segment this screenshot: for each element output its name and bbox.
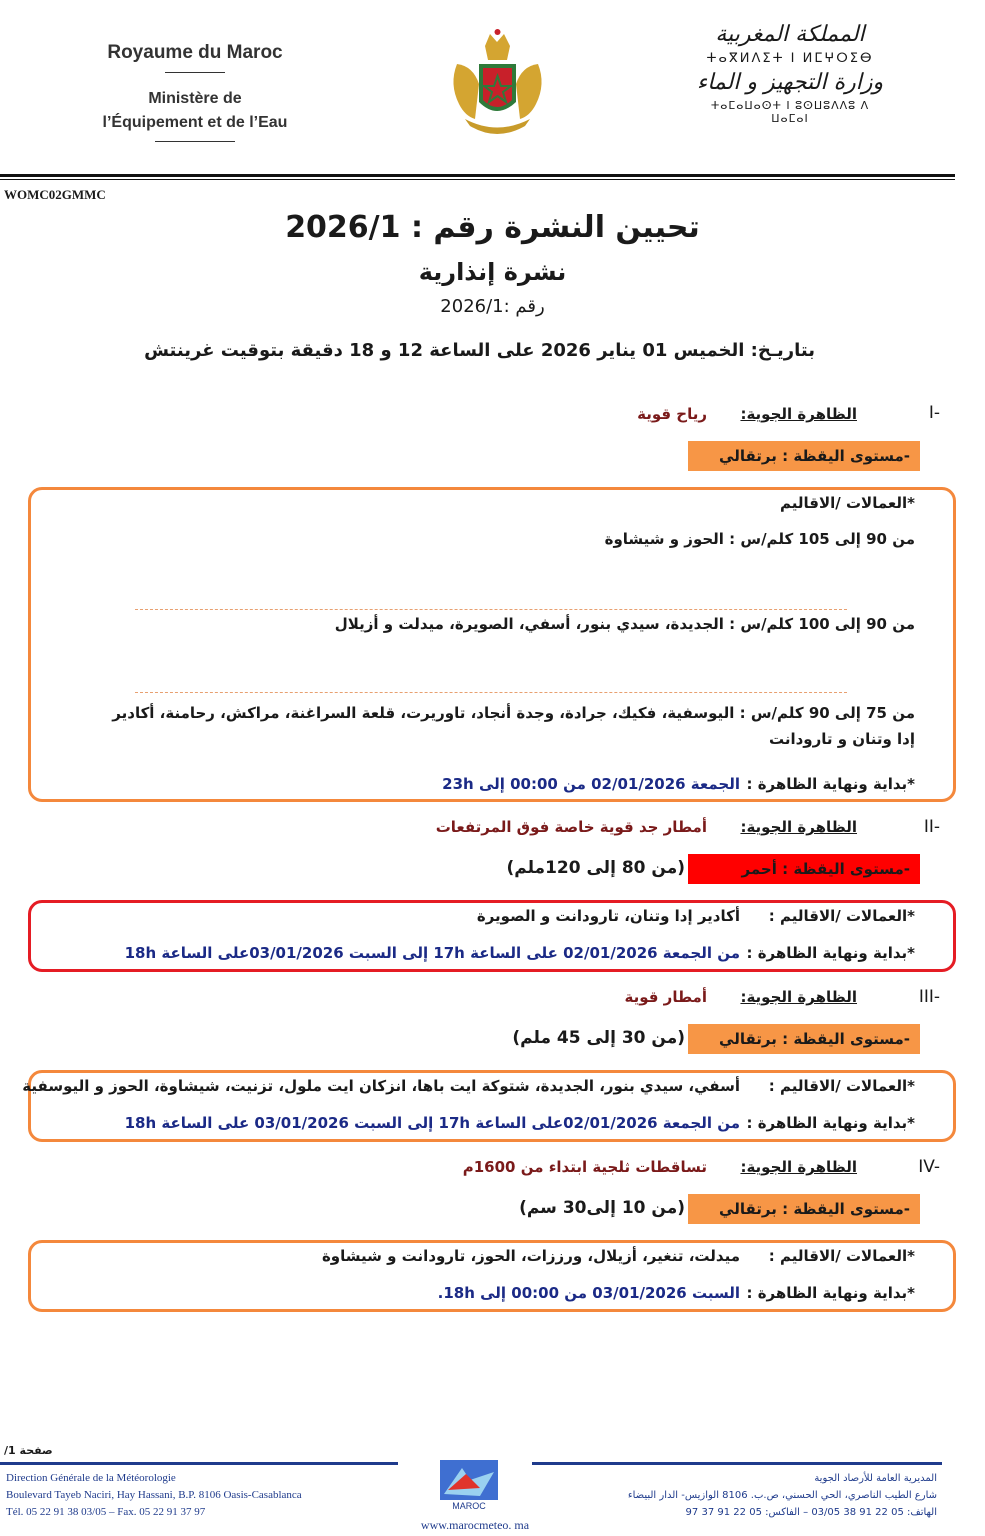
document-code: WOMC02GMMC — [4, 187, 106, 202]
period-value: من الجمعة 02/01/2026 على الساعة 17h إلى السبت 03/01/2026على الساعة 18h — [124, 944, 740, 962]
period-value: الجمعة 02/01/2026 من 00:00 إلى 23h — [442, 775, 740, 793]
provinces-label: *العمالات /الاقاليم : — [768, 1077, 915, 1095]
alert-level-badge — [688, 854, 920, 884]
header-right — [695, 22, 885, 129]
section-numeral: I- — [928, 403, 940, 423]
phenomenon-label: الظاهرة الجوية: — [740, 1158, 857, 1176]
alert-level-badge — [688, 1194, 920, 1224]
alert-level-badge — [688, 1024, 920, 1054]
section-numeral: III- — [918, 987, 940, 1007]
ministry-name-ar: وزارة التجهيز و الماء — [696, 70, 884, 95]
phenomenon-value: رياح قوية — [637, 405, 707, 423]
footer-address-fr — [6, 1470, 302, 1521]
footer-rule-right — [532, 1462, 942, 1465]
footer-phone-fr: Tél. 05 22 91 38 03/05 – Fax. 05 22 91 37 97 — [6, 1506, 206, 1518]
phenomenon-value: أمطار قوية — [624, 988, 707, 1006]
provinces-value: أكادير إدا وتنان، تارودانت و الصويرة — [476, 907, 740, 925]
logo-text: MAROC — [452, 1501, 486, 1511]
zone-line: من 75 إلى 90 كلم/س : اليوسفية، فكيك، جرادة، وجدة أنجاد، تاوريرت، قلعة السراغنة، مراكش، رحامنة، أكادير إدا وتنان و تارودانت — [112, 704, 915, 748]
period-label: *بداية ونهاية الظاهرة : — [746, 1284, 915, 1302]
provinces-value: أسفي، سيدي بنور، الجديدة، شتوكة ايت باها، انزكان ايت ملول، تزنيت، شيشاوة، الحوز و اليوسفية — [22, 1077, 740, 1095]
bulletin-number: رقم :2026/1 — [440, 296, 545, 317]
footer-address-ar — [628, 1470, 937, 1521]
header-left — [60, 42, 330, 142]
provinces-label: *العمالات /الاقاليم : — [768, 907, 915, 925]
ministry-name-fr-1: Ministère de — [148, 90, 242, 107]
header-rule — [0, 174, 955, 177]
period-value: من الجمعة 02/01/2026على الساعة 17h إلى السبت 03/01/2026 على الساعة 18h — [124, 1114, 740, 1132]
alert-level-label: -مستوى اليقظة : أحمر — [741, 860, 910, 878]
footer-org-ar: المديرية العامة للأرصاد الجوية — [814, 1473, 937, 1484]
period-label: *بداية ونهاية الظاهرة : — [746, 775, 915, 793]
royal-emblem-icon — [445, 24, 550, 139]
issue-date: بتاريـخ: الخميس 01 يناير 2026 على الساعة 12 و 18 دقيقة بتوقيت غرينتش — [144, 340, 815, 361]
divider — [155, 141, 235, 142]
footer-phone-ar: الهاتف: 05 22 91 38 03/05 – الفاكس: 05 22 91 37 97 — [685, 1507, 937, 1518]
ministry-name-tifinagh: ⵜⴰⵎⴰⵡⴰⵙⵜ ⵏ ⵓⵙⵡⵓⴷⴷⵓ ⴷ ⵡⴰⵎⴰⵏ — [710, 99, 870, 125]
provinces-label: *العمالات /الاقاليم : — [768, 1247, 915, 1265]
kingdom-name-fr: Royaume du Maroc — [107, 42, 283, 63]
section-numeral: II- — [923, 817, 940, 837]
page-number: صفحة 1/ — [4, 1444, 53, 1457]
provinces-label: *العمالات /الاقاليم — [780, 494, 915, 512]
phenomenon-value: تساقطات ثلجية ابتداء من 1600م — [462, 1158, 707, 1176]
provinces-value: ميدلت، تنغير، أزيلال، ورززات، الحوز، تارودانت و شيشاوة — [321, 1247, 740, 1265]
alert-level-label: -مستوى اليقظة : برتقالي — [719, 447, 910, 465]
divider — [165, 72, 225, 73]
kingdom-name-ar: المملكة المغربية — [715, 22, 865, 47]
period-label: *بداية ونهاية الظاهرة : — [746, 944, 915, 962]
phenomenon-value: أمطار جد قوية خاصة فوق المرتفعات — [435, 818, 707, 836]
footer-rule-left — [0, 1462, 398, 1465]
dashed-separator — [135, 609, 847, 610]
alert-level-label: -مستوى اليقظة : برتقالي — [719, 1200, 910, 1218]
website-link[interactable]: www.marocmeteo. ma — [420, 1518, 530, 1532]
footer-street-fr: Boulevard Tayeb Naciri, Hay Hassani, B.P. 8106 Oasis-Casablanca — [6, 1489, 302, 1501]
amount-range: (من 10 إلى30 سم) — [519, 1198, 685, 1218]
section-numeral: IV- — [918, 1157, 940, 1177]
phenomenon-label: الظاهرة الجوية: — [740, 988, 857, 1006]
kingdom-name-tifinagh: ⵜⴰⴳⵍⴷⵉⵜ ⵏ ⵍⵎⵖⵔⵉⴱ — [706, 51, 874, 66]
amount-range: (من 80 إلى 120ملم) — [506, 858, 685, 878]
dashed-separator — [135, 692, 847, 693]
period-value: السبت 03/01/2026 من 00:00 إلى 18h. — [437, 1284, 740, 1302]
zone-line: من 90 إلى 100 كلم/س : الجديدة، سيدي بنور، أسفي، الصويرة، ميدلت و أزيلال — [334, 615, 915, 633]
phenomenon-label: الظاهرة الجوية: — [740, 405, 857, 423]
period-label: *بداية ونهاية الظاهرة : — [746, 1114, 915, 1132]
zone-line: من 90 إلى 105 كلم/س : الحوز و شيشاوة — [604, 530, 915, 548]
alert-level-badge — [688, 441, 920, 471]
ministry-name-fr-2: l’Équipement et de l’Eau — [102, 114, 288, 131]
update-title: تحيين النشرة رقم : 2026/1 — [285, 210, 700, 245]
phenomenon-label: الظاهرة الجوية: — [740, 818, 857, 836]
header-rule-thin — [0, 179, 955, 180]
footer-org-fr: Direction Générale de la Météorologie — [6, 1472, 176, 1484]
bulletin-title: نشرة إنذارية — [418, 258, 567, 286]
alert-level-label: -مستوى اليقظة : برتقالي — [719, 1030, 910, 1048]
amount-range: (من 30 إلى 45 ملم) — [512, 1028, 685, 1048]
footer-street-ar: شارع الطيب الناصري، الحي الحسني، ص.ب. 8106 الوازيس- الدار البيضاء — [627, 1490, 937, 1501]
maroc-meteo-logo-icon — [440, 1460, 498, 1512]
